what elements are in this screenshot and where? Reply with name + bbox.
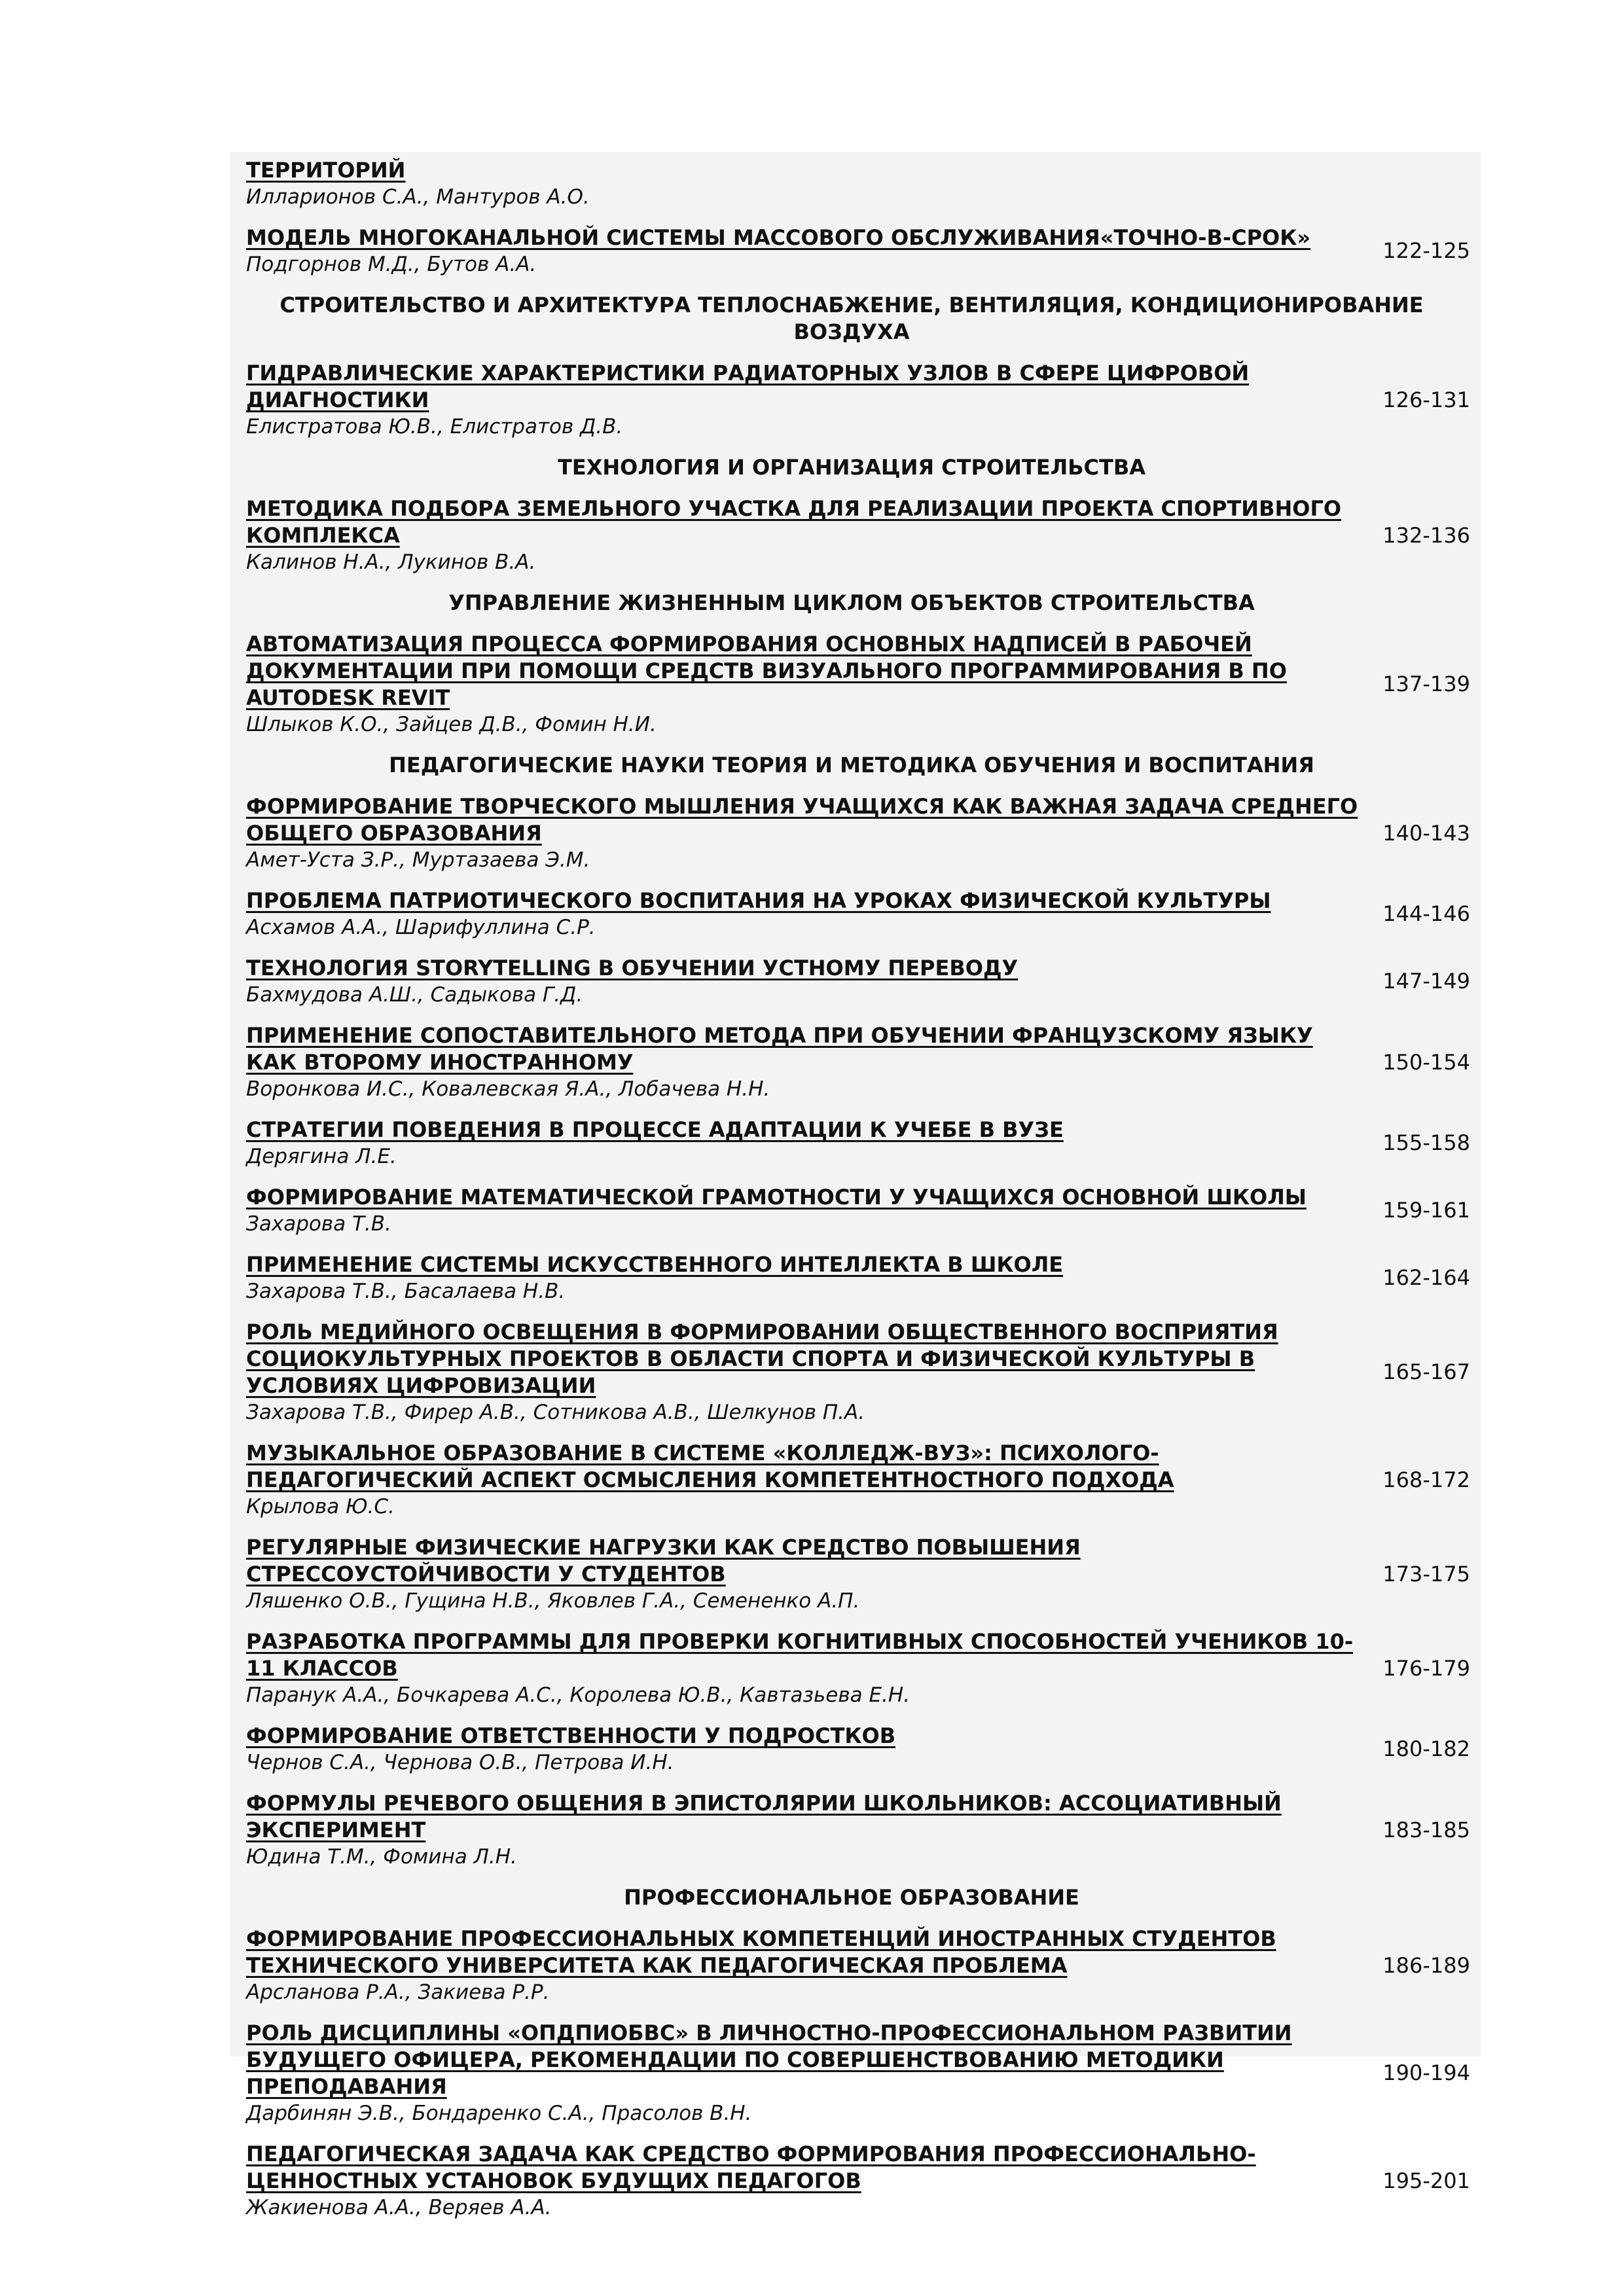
article-authors: Амет-Уста З.Р., Муртазаева Э.М. xyxy=(246,848,590,872)
article-title-link[interactable]: ПРОБЛЕМА ПАТРИОТИЧЕСКОГО ВОСПИТАНИЯ НА УРОКАХ ФИЗИЧЕСКОЙ КУЛЬТУРЫ xyxy=(246,888,1271,913)
page-range: 168-172 xyxy=(1382,1467,1470,1492)
toc-entry xyxy=(246,224,1470,278)
article-title-link[interactable]: ФОРМИРОВАНИЕ ОТВЕТСТВЕННОСТИ У ПОДРОСТКОВ xyxy=(246,1723,896,1748)
toc-entry xyxy=(246,1534,1470,1614)
page-range: 132-136 xyxy=(1382,522,1470,548)
article-authors: Жакиенова А.А., Веряев А.А. xyxy=(246,2196,552,2219)
page-range: 122-125 xyxy=(1382,238,1470,263)
article-title-link[interactable]: РЕГУЛЯРНЫЕ ФИЗИЧЕСКИЕ НАГРУЗКИ КАК СРЕДСТВО ПОВЫШЕНИЯ СТРЕССОУСТОЙЧИВОСТИ У СТУДЕНТОВ xyxy=(246,1535,1081,1587)
table-of-contents xyxy=(246,157,1470,2235)
toc-entry xyxy=(246,1022,1470,1102)
section-heading: СТРОИТЕЛЬСТВО И АРХИТЕКТУРА ТЕПЛОСНАБЖЕНИЕ, ВЕНТИЛЯЦИЯ, КОНДИЦИОНИРОВАНИЕ ВОЗДУХА xyxy=(280,293,1424,344)
article-authors: Захарова Т.В. xyxy=(246,1212,391,1236)
article-authors: Дарбинян Э.В., Бондаренко С.А., Прасолов В.Н. xyxy=(246,2102,752,2125)
article-authors: Юдина Т.М., Фомина Л.Н. xyxy=(246,1845,517,1869)
section-heading: ТЕХНОЛОГИЯ И ОРГАНИЗАЦИЯ СТРОИТЕЛЬСТВА xyxy=(558,455,1146,480)
article-title-link[interactable]: ПЕДАГОГИЧЕСКАЯ ЗАДАЧА КАК СРЕДСТВО ФОРМИРОВАНИЯ ПРОФЕССИОНАЛЬНО-ЦЕННОСТНЫХ УСТАНОВОК БУДУЩИХ ПЕДАГОГОВ xyxy=(246,2142,1256,2193)
article-title-link[interactable]: АВТОМАТИЗАЦИЯ ПРОЦЕССА ФОРМИРОВАНИЯ ОСНОВНЫХ НАДПИСЕЙ В РАБОЧЕЙ ДОКУМЕНТАЦИИ ПРИ ПОМОЩИ СРЕДСТВ ВИЗУАЛЬНОГО ПРОГРАММИРОВАНИЯ В ПО AUTODESK REVIT xyxy=(246,632,1287,710)
article-title-link[interactable]: РАЗРАБОТКА ПРОГРАММЫ ДЛЯ ПРОВЕРКИ КОГНИТИВНЫХ СПОСОБНОСТЕЙ УЧЕНИКОВ 10-11 КЛАССОВ xyxy=(246,1629,1354,1681)
article-authors: Шлыков К.О., Зайцев Д.В., Фомин Н.И. xyxy=(246,713,657,736)
page-range: 137-139 xyxy=(1382,672,1470,696)
page-range: 159-161 xyxy=(1382,1198,1470,1223)
article-authors: Ляшенко О.В., Гущина Н.В., Яковлев Г.А., Семененко А.П. xyxy=(246,1589,860,1613)
article-authors: Дерягина Л.Е. xyxy=(246,1145,397,1168)
section-heading: УПРАВЛЕНИЕ ЖИЗНЕННЫМ ЦИКЛОМ ОБЪЕКТОВ СТРОИТЕЛЬСТВА xyxy=(448,590,1255,615)
section-heading: ПРОФЕССИОНАЛЬНОЕ ОБРАЗОВАНИЕ xyxy=(624,1885,1079,1910)
article-authors: Захарова Т.В., Басалаева Н.В. xyxy=(246,1280,566,1303)
toc-entry-main xyxy=(246,495,1359,575)
page-range: 140-143 xyxy=(1382,820,1470,846)
article-authors: Чернов С.А., Чернова О.В., Петрова И.Н. xyxy=(246,1751,674,1774)
toc-entry-main xyxy=(246,1319,1359,1426)
article-title-link[interactable]: ПРИМЕНЕНИЕ СОПОСТАВИТЕЛЬНОГО МЕТОДА ПРИ ОБУЧЕНИИ ФРАНЦУЗСКОМУ ЯЗЫКУ КАК ВТОРОМУ ИНОСТРАННОМУ xyxy=(246,1023,1313,1075)
article-authors: Подгорнов М.Д., Бутов А.А. xyxy=(246,253,537,276)
article-title-link[interactable]: ФОРМИРОВАНИЕ ПРОФЕССИОНАЛЬНЫХ КОМПЕТЕНЦИЙ ИНОСТРАННЫХ СТУДЕНТОВ ТЕХНИЧЕСКОГО УНИВЕРСИТЕТА КАК ПЕДАГОГИЧЕСКАЯ ПРОБЛЕМА xyxy=(246,1926,1276,1978)
toc-entry xyxy=(246,955,1470,1008)
toc-entry xyxy=(246,888,1470,941)
article-authors: Крылова Ю.С. xyxy=(246,1495,395,1518)
page-range: 144-146 xyxy=(1382,901,1470,926)
article-title-link[interactable]: ТЕХНОЛОГИЯ STORYTELLING В ОБУЧЕНИИ УСТНОМУ ПЕРЕВОДУ xyxy=(246,956,1019,980)
toc-entry-main xyxy=(246,1184,1359,1237)
article-authors: Илларионов С.А., Мантуров А.О. xyxy=(246,185,590,209)
toc-entry xyxy=(246,2020,1470,2126)
article-authors: Паранук А.А., Бочкарева А.С., Королева Ю.В., Кавтазьева Е.Н. xyxy=(246,1683,911,1707)
toc-entry xyxy=(246,495,1470,575)
page-range: 173-175 xyxy=(1382,1561,1470,1587)
article-title-link[interactable]: МЕТОДИКА ПОДБОРА ЗЕМЕЛЬНОГО УЧАСТКА ДЛЯ РЕАЛИЗАЦИИ ПРОЕКТА СПОРТИВНОГО КОМПЛЕКСА xyxy=(246,496,1342,548)
toc-entry-main xyxy=(246,1926,1359,2005)
article-title-link[interactable]: МУЗЫКАЛЬНОЕ ОБРАЗОВАНИЕ В СИСТЕМЕ «КОЛЛЕДЖ-ВУЗ»: ПСИХОЛОГО-ПЕДАГОГИЧЕСКИЙ АСПЕКТ ОСМЫСЛЕНИЯ КОМПЕТЕНТНОСТНОГО ПОДХОДА xyxy=(246,1441,1174,1492)
toc-entry xyxy=(246,1440,1470,1520)
page-range: 195-201 xyxy=(1382,2168,1470,2193)
page-range: 183-185 xyxy=(1382,1817,1470,1842)
article-authors: Арсланова Р.А., Закиева Р.Р. xyxy=(246,1981,550,2004)
toc-entry-main xyxy=(246,1534,1359,1614)
toc-entry-main xyxy=(246,2141,1359,2221)
toc-entry-main xyxy=(246,793,1359,873)
toc-entry xyxy=(246,360,1470,440)
toc-entry xyxy=(246,1723,1470,1776)
page-range: 186-189 xyxy=(1382,1952,1470,1978)
article-title-link[interactable]: ТЕРРИТОРИЙ xyxy=(246,158,406,183)
article-authors: Бахмудова А.Ш., Садыкова Г.Д. xyxy=(246,983,583,1007)
page-range: 165-167 xyxy=(1382,1359,1470,1384)
toc-entry xyxy=(246,2141,1470,2221)
page-range: 126-131 xyxy=(1382,387,1470,412)
toc-entry-main xyxy=(246,157,1359,210)
toc-entry-main xyxy=(246,1440,1359,1520)
article-authors: Асхамов А.А., Шарифуллина С.Р. xyxy=(246,916,596,939)
article-title-link[interactable]: ФОРМИРОВАНИЕ МАТЕМАТИЧЕСКОЙ ГРАМОТНОСТИ У УЧАЩИХСЯ ОСНОВНОЙ ШКОЛЫ xyxy=(246,1185,1307,1210)
article-title-link[interactable]: МОДЕЛЬ МНОГОКАНАЛЬНОЙ СИСТЕМЫ МАССОВОГО ОБСЛУЖИВАНИЯ«ТОЧНО-В-СРОК» xyxy=(246,225,1311,250)
page-range: 162-164 xyxy=(1382,1265,1470,1290)
article-authors: Захарова Т.В., Фирер А.В., Сотникова А.В., Шелкунов П.А. xyxy=(246,1401,865,1424)
article-title-link[interactable]: ПРИМЕНЕНИЕ СИСТЕМЫ ИСКУССТВЕННОГО ИНТЕЛЛЕКТА В ШКОЛЕ xyxy=(246,1252,1064,1277)
page-range: 180-182 xyxy=(1382,1736,1470,1761)
article-title-link[interactable]: ФОРМИРОВАНИЕ ТВОРЧЕСКОГО МЫШЛЕНИЯ УЧАЩИХСЯ КАК ВАЖНАЯ ЗАДАЧА СРЕДНЕГО ОБЩЕГО ОБРАЗОВАНИЯ xyxy=(246,794,1358,846)
toc-entry-main xyxy=(246,631,1359,738)
article-title-link[interactable]: СТРАТЕГИИ ПОВЕДЕНИЯ В ПРОЦЕССЕ АДАПТАЦИИ К УЧЕБЕ В ВУЗЕ xyxy=(246,1117,1064,1142)
article-title-link[interactable]: ФОРМУЛЫ РЕЧЕВОГО ОБЩЕНИЯ В ЭПИСТОЛЯРИИ ШКОЛЬНИКОВ: АССОЦИАТИВНЫЙ ЭКСПЕРИМЕНТ xyxy=(246,1791,1282,1842)
toc-entry xyxy=(246,631,1470,738)
page-range: 155-158 xyxy=(1382,1130,1470,1155)
toc-entry xyxy=(246,1628,1470,1708)
toc-entry xyxy=(246,793,1470,873)
toc-entry-main xyxy=(246,1790,1359,1870)
toc-entry-main xyxy=(246,2020,1359,2126)
article-title-link[interactable]: РОЛЬ ДИСЦИПЛИНЫ «ОПДПИОБВС» В ЛИЧНОСТНО-ПРОФЕССИОНАЛЬНОМ РАЗВИТИИ БУДУЩЕГО ОФИЦЕРА, РЕКОМЕНДАЦИИ ПО СОВЕРШЕНСТВОВАНИЮ МЕТОДИКИ ПРЕПОДАВАНИЯ xyxy=(246,2020,1292,2099)
page-range: 150-154 xyxy=(1382,1049,1470,1075)
article-authors: Воронкова И.С., Ковалевская Я.А., Лобачева Н.Н. xyxy=(246,1077,770,1101)
page-range: 176-179 xyxy=(1382,1655,1470,1681)
toc-entry xyxy=(246,157,1470,210)
toc-entry xyxy=(246,1251,1470,1304)
toc-entry-main xyxy=(246,955,1359,1008)
toc-entry-main xyxy=(246,1723,1359,1776)
section-heading: ПЕДАГОГИЧЕСКИЕ НАУКИ ТЕОРИЯ И МЕТОДИКА ОБУЧЕНИЯ И ВОСПИТАНИЯ xyxy=(389,753,1314,778)
toc-entry-main xyxy=(246,1628,1359,1708)
article-title-link[interactable]: ГИДРАВЛИЧЕСКИЕ ХАРАКТЕРИСТИКИ РАДИАТОРНЫХ УЗЛОВ В СФЕРЕ ЦИФРОВОЙ ДИАГНОСТИКИ xyxy=(246,361,1250,412)
article-title-link[interactable]: РОЛЬ МЕДИЙНОГО ОСВЕЩЕНИЯ В ФОРМИРОВАНИИ ОБЩЕСТВЕННОГО ВОСПРИЯТИЯ СОЦИОКУЛЬТУРНЫХ ПРОЕКТОВ В ОБЛАСТИ СПОРТА И ФИЗИЧЕСКОЙ КУЛЬТУРЫ В УСЛОВИЯХ ЦИФРОВИЗАЦИИ xyxy=(246,1319,1278,1398)
page-range: 147-149 xyxy=(1382,969,1470,994)
toc-entry xyxy=(246,1319,1470,1426)
page-range: 190-194 xyxy=(1382,2060,1470,2085)
toc-entry xyxy=(246,1184,1470,1237)
article-authors: Елистратова Ю.В., Елистратов Д.В. xyxy=(246,415,623,439)
toc-entry-main xyxy=(246,888,1359,941)
toc-entry xyxy=(246,1117,1470,1170)
toc-entry-main xyxy=(246,360,1359,440)
toc-entry xyxy=(246,1790,1470,1870)
toc-entry-main xyxy=(246,224,1359,278)
toc-entry-main xyxy=(246,1251,1359,1304)
toc-entry-main xyxy=(246,1022,1359,1102)
article-authors: Калинов Н.А., Лукинов В.А. xyxy=(246,550,536,574)
toc-entry-main xyxy=(246,1117,1359,1170)
toc-entry xyxy=(246,1926,1470,2005)
